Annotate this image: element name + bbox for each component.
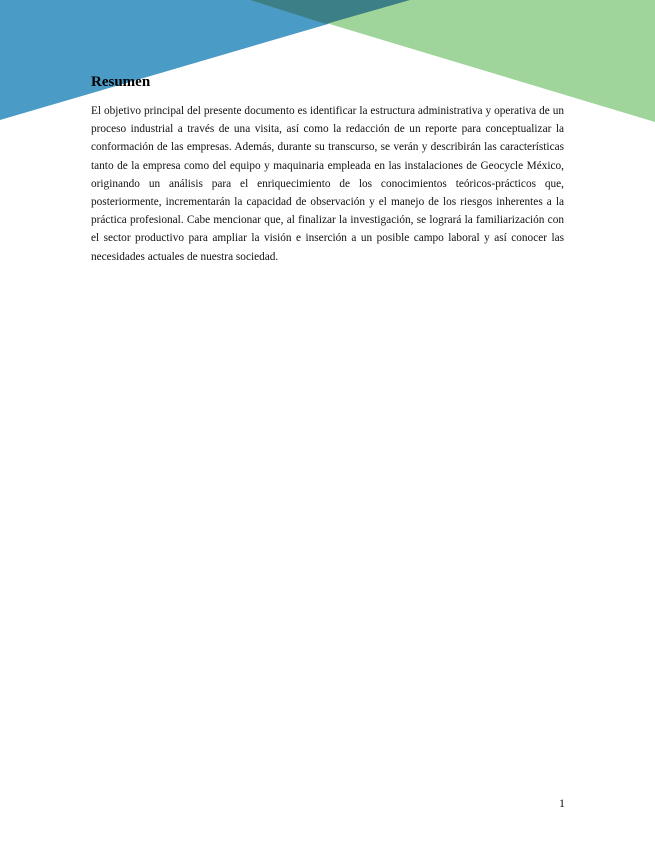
abstract-paragraph: El objetivo principal del presente documento es identificar la estructura administrativa y operativa de un proceso industrial a través de una visita, así como la redacción de un reporte para conceptualizar la conformación de las empresas. Además, durante su transcurso, se verán y describirán las características tanto de la empresa como del equipo y maquinaria empleada en las instalaciones de Geocycle México, originando un análisis para el enriquecimiento de los conocimientos teóricos-prácticos que, posteriormente, incrementarán la capacidad de observación y el manejo de los riesgos inherentes a la práctica profesional. Cabe mencionar que, al finalizar la investigación, se logrará la familiarización con el sector productivo para ampliar la visión e inserción a un posible campo laboral y así conocer las necesidades actuales de nuestra sociedad.: [91, 105, 564, 263]
section-heading: Resumen: [91, 74, 151, 90]
page-number: 1: [559, 796, 565, 810]
